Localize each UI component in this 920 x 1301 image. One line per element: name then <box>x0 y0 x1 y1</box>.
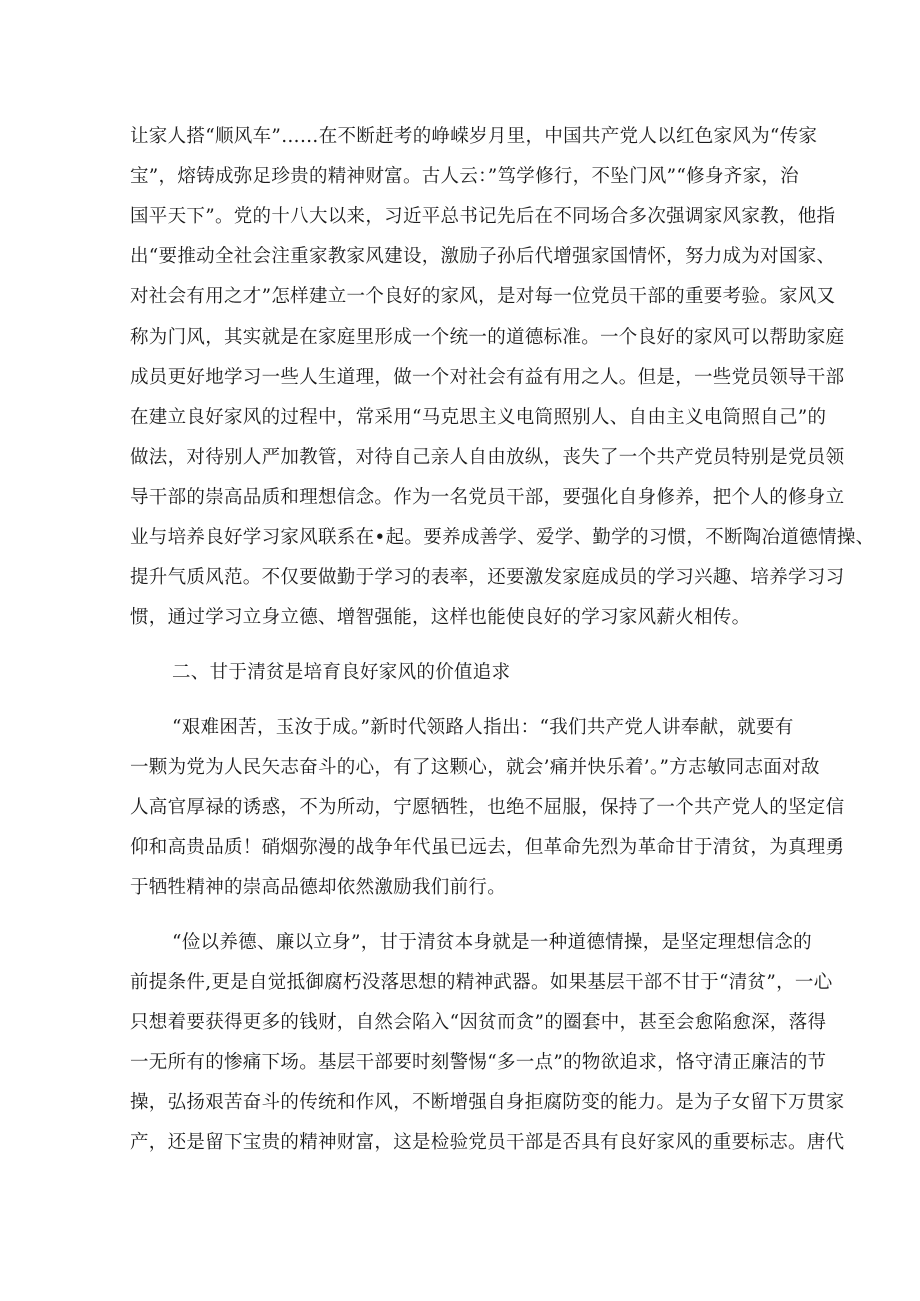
text-line: 业与培养良好学习家风联系在•起。要养成善学、爱学、勤学的习惯，不断陶冶道德情操、 <box>130 527 875 548</box>
text-line: 一颗为党为人民矢志奋斗的心，有了这颗心，就会’痛并快乐着’。”方志敏同志面对敌 <box>130 757 820 778</box>
text-line: 前提条件,更是自觉抵御腐朽没落思想的精神武器。如果基层干部不甘于“清贫”，一心 <box>130 972 833 993</box>
text-line: “俭以养德、廉以立身”，甘于清贫本身就是一种道德情操，是坚定理想信念的 <box>172 932 812 953</box>
text-line: 导干部的崇高品质和理想信念。作为一名党员干部，要强化自身修养，把个人的修身立 <box>130 487 845 508</box>
text-line: 称为门风，其实就是在家庭里形成一个统一的道德标准。一个良好的家风可以帮助家庭 <box>130 327 845 348</box>
text-line: 宝”，熔铸成弥足珍贵的精神财富。古人云：”笃学修行，不坠门风”“修身齐家，治 <box>130 166 799 187</box>
text-line: 成员更好地学习一些人生道理，做一个对社会有益有用之人。但是，一些党员领导干部 <box>130 367 845 388</box>
text-line: 惯，通过学习立身立德、增智强能，这样也能使良好的学习家风薪火相传。 <box>130 607 751 628</box>
text-line: 只想着要获得更多的钱财，自然会陷入“因贫而贪”的圈套中，甚至会愈陷愈深，落得 <box>130 1012 827 1033</box>
text-line: 做法，对待别人严加教管，对待自己亲人自由放纵，丧失了一个共产党员特别是党员领 <box>130 447 845 468</box>
text-line: 国平天下”。党的十八大以来，习近平总书记先后在不同场合多次强调家风家教，他指 <box>130 206 836 227</box>
text-line: 让家人搭“顺风车”……在不断赶考的峥嵘岁月里，中国共产党人以红色家风为“传家 <box>130 126 818 147</box>
text-line: 提升气质风范。不仅要做勤于学习的表率，还要激发家庭成员的学习兴趣、培养学习习 <box>130 567 845 588</box>
text-line: 对社会有用之才”怎样建立一个良好的家风，是对每一位党员干部的重要考验。家风又 <box>130 286 836 307</box>
text-line: 产，还是留下宝贵的精神财富，这是检验党员干部是否具有良好家风的重要标志。唐代 <box>130 1132 845 1153</box>
text-line: 操，弘扬艰苦奋斗的传统和作风，不断增强自身拒腐防变的能力。是为子女留下万贯家 <box>130 1092 845 1113</box>
text-line: 出“要推动全社会注重家教家风建设，激励子孙后代增强家国情怀，努力成为对国家、 <box>130 246 836 267</box>
text-line: 一无所有的惨痛下场。基层干部要时刻警惕“多一点”的物欲追求，恪守清正廉洁的节 <box>130 1052 827 1073</box>
text-line: 于牺牲精神的崇高品德却依然激励我们前行。 <box>130 877 507 898</box>
text-line: 人高官厚禄的诱惑，不为所动，宁愿牺牲，也绝不屈服，保持了一个共产党人的坚定信 <box>130 797 845 818</box>
text-line: 在建立良好家风的过程中，常采用“马克思主义电筒照别人、自由主义电筒照自己”的 <box>130 407 827 428</box>
text-line: 仰和高贵品质！硝烟弥漫的战争年代虽已远去，但革命先烈为革命甘于清贫，为真理勇 <box>130 837 845 858</box>
text-line: “艰难困苦，玉汝于成。”新时代领路人指出：“我们共产党人讲奉献，就要有 <box>172 717 794 738</box>
section-heading: 二、甘于清贫是培育良好家风的价值追求 <box>172 662 511 683</box>
